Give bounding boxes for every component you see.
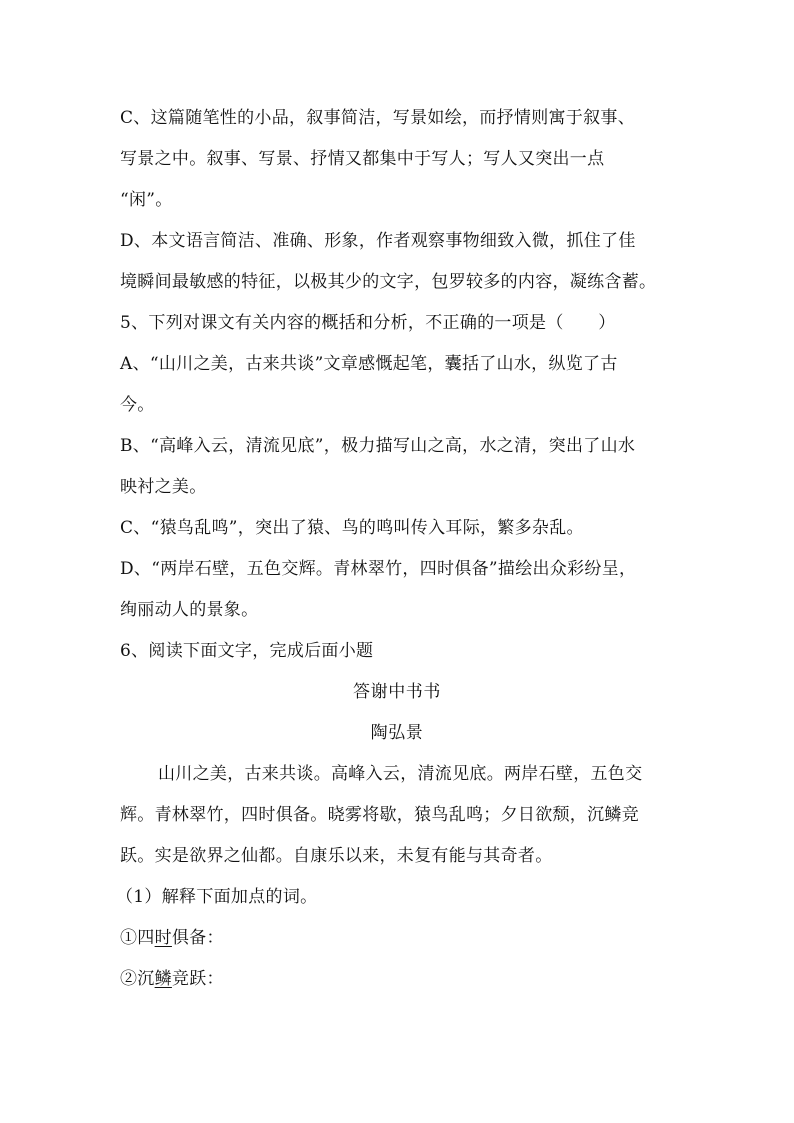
passage-line-2: 辉。青林翠竹，四时俱备。晓雾将歇，猿鸟乱鸣；夕日欲颓，沉鳞竞	[120, 805, 639, 825]
option-d-line-1: D、本文语言简洁、准确、形象，作者观察事物细致入微，抓住了佳	[120, 231, 636, 251]
q5-option-c: C、“猿鸟乱鸣”，突出了猿、鸟的鸣叫传入耳际，繁多杂乱。	[120, 518, 584, 538]
passage-line-3: 跃。实是欲界之仙都。自康乐以来，未复有能与其奇者。	[120, 846, 553, 866]
option-c-line-1: C、这篇随笔性的小品，叙事简洁，写景如绘，而抒情则寓于叙事、	[120, 108, 636, 128]
q5-option-d-line-1: D、“两岸石壁，五色交辉。青林翠竹，四时俱备”描绘出众彩纷呈，	[120, 559, 637, 579]
q5-option-d-line-2: 绚丽动人的景象。	[120, 600, 259, 620]
item-1-suffix: 俱备：	[171, 928, 224, 948]
subquestion-item-2	[120, 967, 680, 991]
question-6-title: 6、阅读下面文字，完成后面小题	[120, 641, 374, 661]
option-c-line-3: “闲”。	[120, 190, 173, 210]
subquestion-1-prompt: （1）解释下面加点的词。	[116, 887, 318, 907]
passage-title: 答谢中书书	[353, 682, 441, 702]
q5-option-b-line-2: 映衬之美。	[120, 477, 207, 497]
option-c-line-2: 写景之中。叙事、写景、抒情又都集中于写人；写人又突出一点	[120, 149, 605, 169]
subquestion-item-1	[120, 926, 680, 950]
item-1-marked-word: 时	[154, 928, 172, 948]
passage-line-1: 山川之美，古来共谈。高峰入云，清流见底。两岸石壁，五色交	[158, 764, 643, 784]
question-5-title: 5、下列对课文有关内容的概括和分析，不正确的一项是（ ）	[120, 313, 616, 333]
item-2-marked-word: 鳞	[154, 969, 172, 989]
item-2-suffix: 竞跃：	[171, 969, 224, 989]
item-1-prefix: ①四	[120, 928, 155, 948]
item-2-prefix: ②沉	[120, 969, 155, 989]
option-d-line-2: 境瞬间最敏感的特征，以极其少的文字，包罗较多的内容，凝练含蓄。	[120, 272, 657, 292]
q5-option-b-line-1: B、“高峰入云，清流见底”，极力描写山之高，水之清，突出了山水	[120, 436, 636, 456]
q5-option-a-line-1: A、“山川之美，古来共谈”文章感慨起笔，囊括了山水，纵览了古	[120, 354, 618, 374]
q5-option-a-line-2: 今。	[120, 395, 155, 415]
passage-author: 陶弘景	[370, 723, 424, 743]
